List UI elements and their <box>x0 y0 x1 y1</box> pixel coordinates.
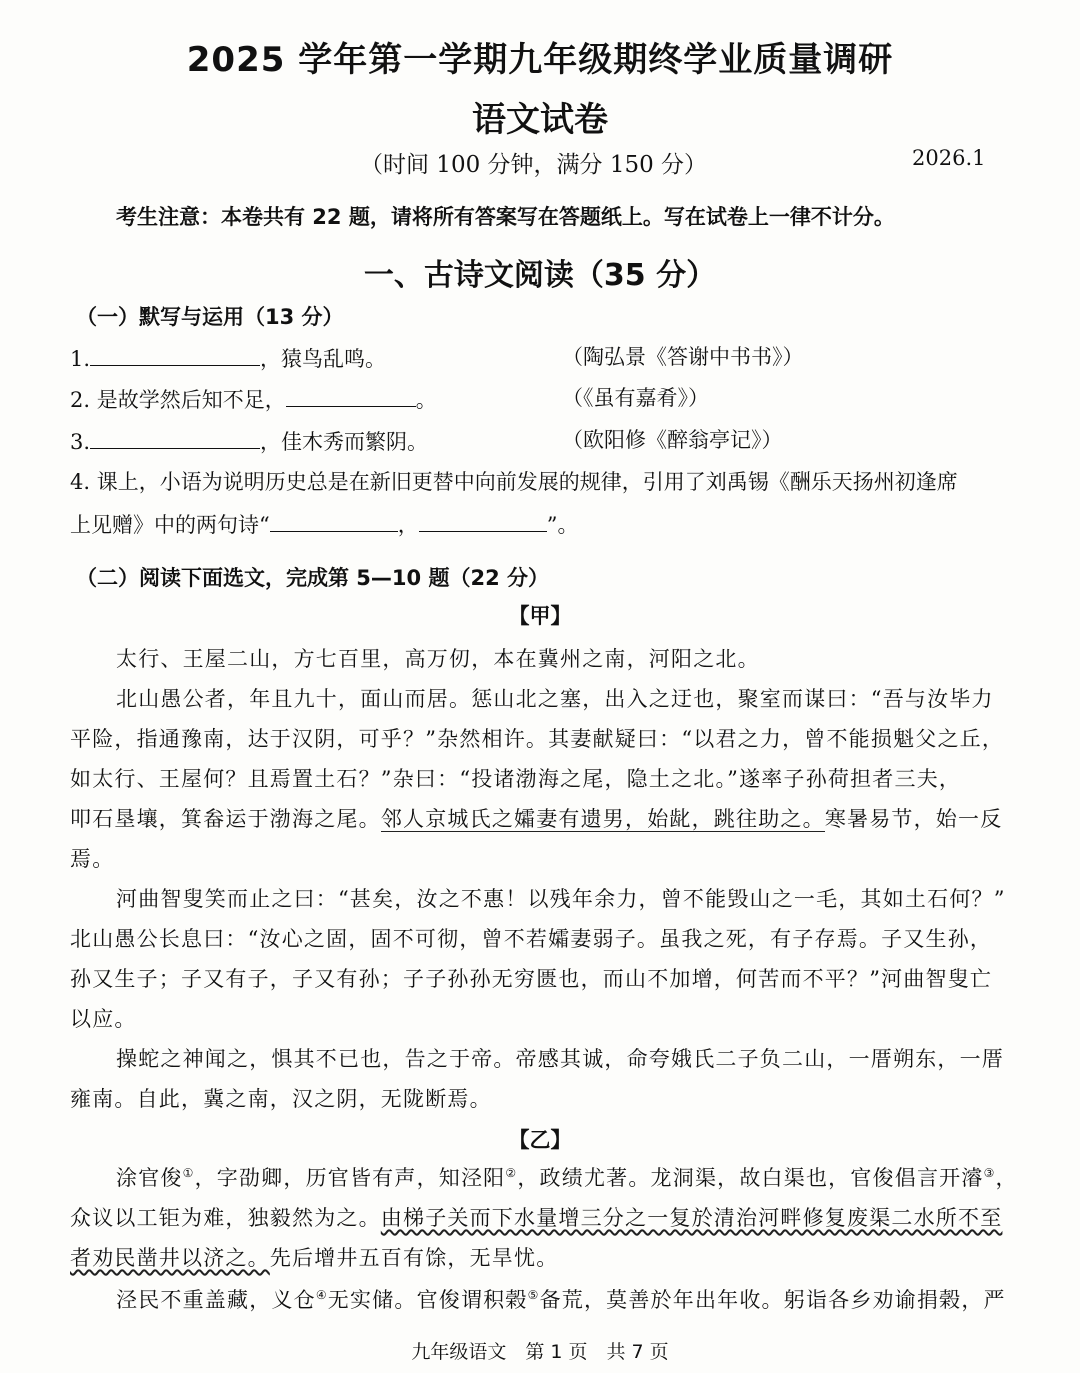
footnote-marker: ④ <box>315 1288 328 1302</box>
exam-subtitle: 语文试卷 <box>472 100 608 140</box>
wavy-underlined-sentence: 由梯子关而下水量增三分之一复於清治河畔修复废渠二水所不至 <box>380 1206 1003 1230</box>
exam-time-score: （时间 100 分钟，满分 150 分） <box>360 152 708 178</box>
passage-a-line: 北山愚公长息曰：“汝心之固，固不可彻，曾不若孀妻弱子。虽我之死，有子存焉。子又生孙， <box>70 927 993 951</box>
passage-a-line: 平险，指通豫南，达于汉阴，可乎？”杂然相许。其妻献疑曰：“以君之力，曾不能损魁父之丘， <box>70 727 1005 751</box>
part1-heading: （一）默写与运用（13 分） <box>76 305 344 329</box>
answer-blank[interactable] <box>90 343 260 366</box>
question-text: ，猿鸟乱鸣。 <box>260 347 387 371</box>
question-text: ， <box>397 513 419 537</box>
exam-notice: 考生注意：本卷共有 22 题，请将所有答案写在答题纸上。写在试卷上一律不计分。 <box>116 205 895 229</box>
question-text: ”。 <box>546 513 579 537</box>
exam-title: 2025 学年第一学期九年级期终学业质量调研 <box>186 40 894 80</box>
passage-b-line <box>116 1284 1006 1314</box>
question-1-source: （陶弘景《答谢中书书》） <box>562 345 804 369</box>
question-3-source: （欧阳修《醉翁亭记》） <box>562 428 783 452</box>
passage-text: ，字劭卿，历官皆有声，知泾阳 <box>194 1166 506 1190</box>
footnote-marker: ② <box>505 1166 518 1180</box>
footnote-marker: ③ <box>983 1166 996 1180</box>
passage-a-line: 如太行、王屋何？且焉置土石？”杂曰：“投诸渤海之尾，隐土之北。”遂率子孙荷担者三夫， <box>70 767 962 791</box>
passage-b-line <box>116 1162 1018 1192</box>
passage-a-line: 焉。 <box>70 847 115 871</box>
passage-a-line: 以应。 <box>70 1007 137 1031</box>
page-footer: 九年级语文 第 1 页 共 7 页 <box>411 1341 669 1363</box>
passage-a-line: 雍南。自此，冀之南，汉之阴，无陇断焉。 <box>70 1087 492 1111</box>
question-1 <box>70 343 386 373</box>
passage-text: 叩石垦壤，箕畚运于渤海之尾。 <box>70 807 381 831</box>
answer-blank[interactable] <box>270 509 398 532</box>
question-text: 。 <box>415 388 437 412</box>
passage-text: 涂官俊 <box>116 1166 183 1190</box>
footnote-marker: ① <box>182 1166 195 1180</box>
passage-text: 先后增井五百有馀，无旱忧。 <box>269 1246 559 1270</box>
passage-a-line: 孙又生子；子又有子，子又有孙；子子孙孙无穷匮也，而山不加增，何苦而不平？”河曲智叟亡 <box>70 967 993 991</box>
passage-a-label: 【甲】 <box>508 604 572 628</box>
passage-text: 无实储。官俊谓积榖 <box>327 1288 528 1312</box>
question-text: ，佳木秀而繁阴。 <box>260 430 429 454</box>
question-number: 3. <box>70 430 91 454</box>
part2-heading: （二）阅读下面选文，完成第 5—10 题（22 分） <box>76 566 549 590</box>
passage-text: ，政绩尤著。龙洞渠，故白渠也，官俊倡言开濬 <box>517 1166 984 1190</box>
passage-a-line: 操蛇之神闻之，惧其不已也，告之于帝。帝感其诚，命夸娥氏二子负二山，一厝朔东，一厝 <box>116 1047 1004 1071</box>
passage-a-line: 北山愚公者，年且九十，面山而居。惩山北之塞，出入之迂也，聚室而谋曰：“吾与汝毕力 <box>116 687 994 711</box>
exam-date: 2026.1 <box>912 146 986 170</box>
passage-text: 泾民不重盖藏，义仓 <box>116 1288 316 1312</box>
passage-a-line: 河曲智叟笑而止之曰：“甚矣，汝之不惠！以残年余力，曾不能毁山之一毛，其如土石何？” <box>116 887 1006 911</box>
passage-text: 众议以工钜为难，独毅然为之。 <box>70 1206 381 1230</box>
section-heading: 一、古诗文阅读（35 分） <box>363 258 717 293</box>
question-4-line-2 <box>70 509 579 539</box>
passage-b-label: 【乙】 <box>508 1128 572 1152</box>
question-text: 2. 是故学然后知不足， <box>70 388 286 412</box>
answer-blank[interactable] <box>90 426 260 449</box>
passage-a-line <box>70 803 1002 833</box>
question-text: 上见赠》中的两句诗“ <box>70 513 270 537</box>
underlined-sentence: 邻人京城氏之孀妻有遗男，始龀，跳往助之。 <box>380 807 825 831</box>
wavy-underlined-sentence: 者劝民凿井以济之。 <box>70 1246 270 1270</box>
passage-a-line: 太行、王屋二山，方七百里，高万仞，本在冀州之南，河阳之北。 <box>116 647 760 671</box>
footnote-marker: ⑤ <box>527 1288 540 1302</box>
passage-b-line <box>70 1242 558 1272</box>
answer-blank[interactable] <box>286 384 416 407</box>
passage-text: 备荒，莫善於年出年收。躬诣各乡劝谕捐榖，严 <box>539 1288 1006 1312</box>
passage-b-line <box>70 1202 1002 1232</box>
question-number: 1. <box>70 347 91 371</box>
question-4-line-1: 4. 课上，小语为说明历史总是在新旧更替中向前发展的规律，引用了刘禹锡《酬乐天扬州初逢席 <box>70 470 958 494</box>
passage-text: ， <box>995 1166 1018 1190</box>
answer-blank[interactable] <box>419 509 547 532</box>
question-3 <box>70 426 428 456</box>
question-2 <box>70 384 437 414</box>
question-2-source: （《虽有嘉肴》） <box>562 386 709 410</box>
passage-text: 寒暑易节，始一反 <box>824 807 1003 831</box>
